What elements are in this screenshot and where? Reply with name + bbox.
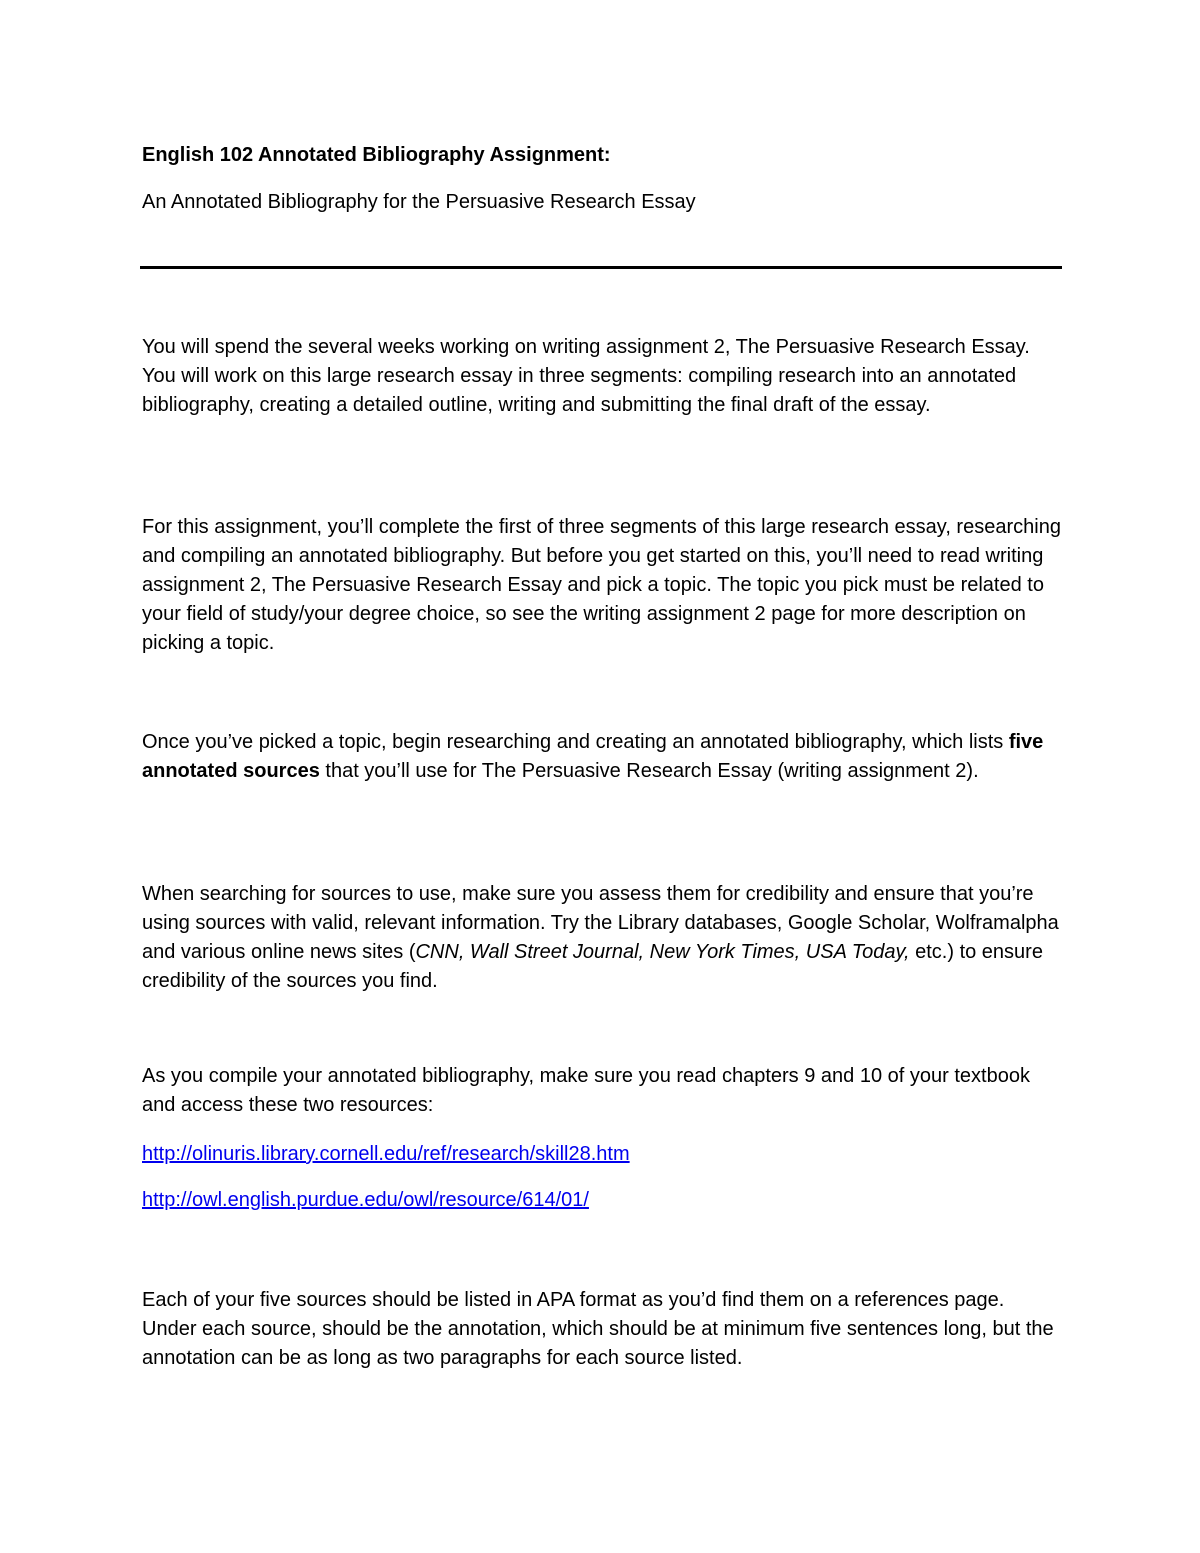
news-sites-list: CNN, Wall Street Journal, New York Times, USA Today,: [415, 941, 910, 963]
resources-paragraph: As you compile your annotated bibliography, make sure you read chapters 9 and 10 of your textbook and access these two resources:: [142, 1065, 1030, 1116]
format-paragraph: Each of your five sources should be listed in APA format as you’d find them on a references page. Under each source, should be the annotation, which should be at minimum five sentences long, but the annotation can be as long as two paragraphs for each source listed.: [142, 1289, 1054, 1369]
cornell-resource-link[interactable]: http://olinuris.library.cornell.edu/ref/research/skill28.htm: [142, 1143, 630, 1165]
purdue-owl-resource-link[interactable]: http://owl.english.purdue.edu/owl/resource/614/01/: [142, 1189, 589, 1211]
horizontal-divider: [140, 266, 1062, 269]
five-sources-emphasis: five annotated sources: [142, 731, 1044, 782]
assignment-paragraph: For this assignment, you’ll complete the first of three segments of this large research essay, researching and compiling an annotated bibliography. But before you get started on this, you’ll need to read writing assignment 2, The Persuasive Research Essay and pick a topic. The topic you pick must be related to your field of study/your degree choice, so see the writing assignment 2 page for more description on picking a topic.: [142, 516, 1061, 654]
topic-paragraph-text-start: Once you’ve picked a topic, begin researching and creating an annotated bibliography, which lists: [142, 731, 1009, 753]
sources-paragraph-text-start: When searching for sources to use, make sure you assess them for credibility and ensure that you’re using sources with valid, relevant information. Try the Library databases, Google Scholar, Wolframalpha and various online news sites (: [142, 883, 1059, 963]
intro-paragraph: You will spend the several weeks working on writing assignment 2, The Persuasive Research Essay. You will work on this large research essay in three segments: compiling research into an annotated bibliography, creating a detailed outline, writing and submitting the final draft of the essay.: [142, 336, 1030, 416]
document-subtitle: An Annotated Bibliography for the Persuasive Research Essay: [142, 191, 696, 213]
topic-paragraph-text-end: that you’ll use for The Persuasive Research Essay (writing assignment 2).: [319, 760, 979, 782]
sources-paragraph: [142, 880, 1062, 996]
document-title: English 102 Annotated Bibliography Assignment:: [142, 144, 611, 166]
topic-paragraph: [142, 728, 1062, 786]
sources-paragraph-text-end: etc.) to ensure credibility of the sources you find.: [142, 941, 1043, 992]
